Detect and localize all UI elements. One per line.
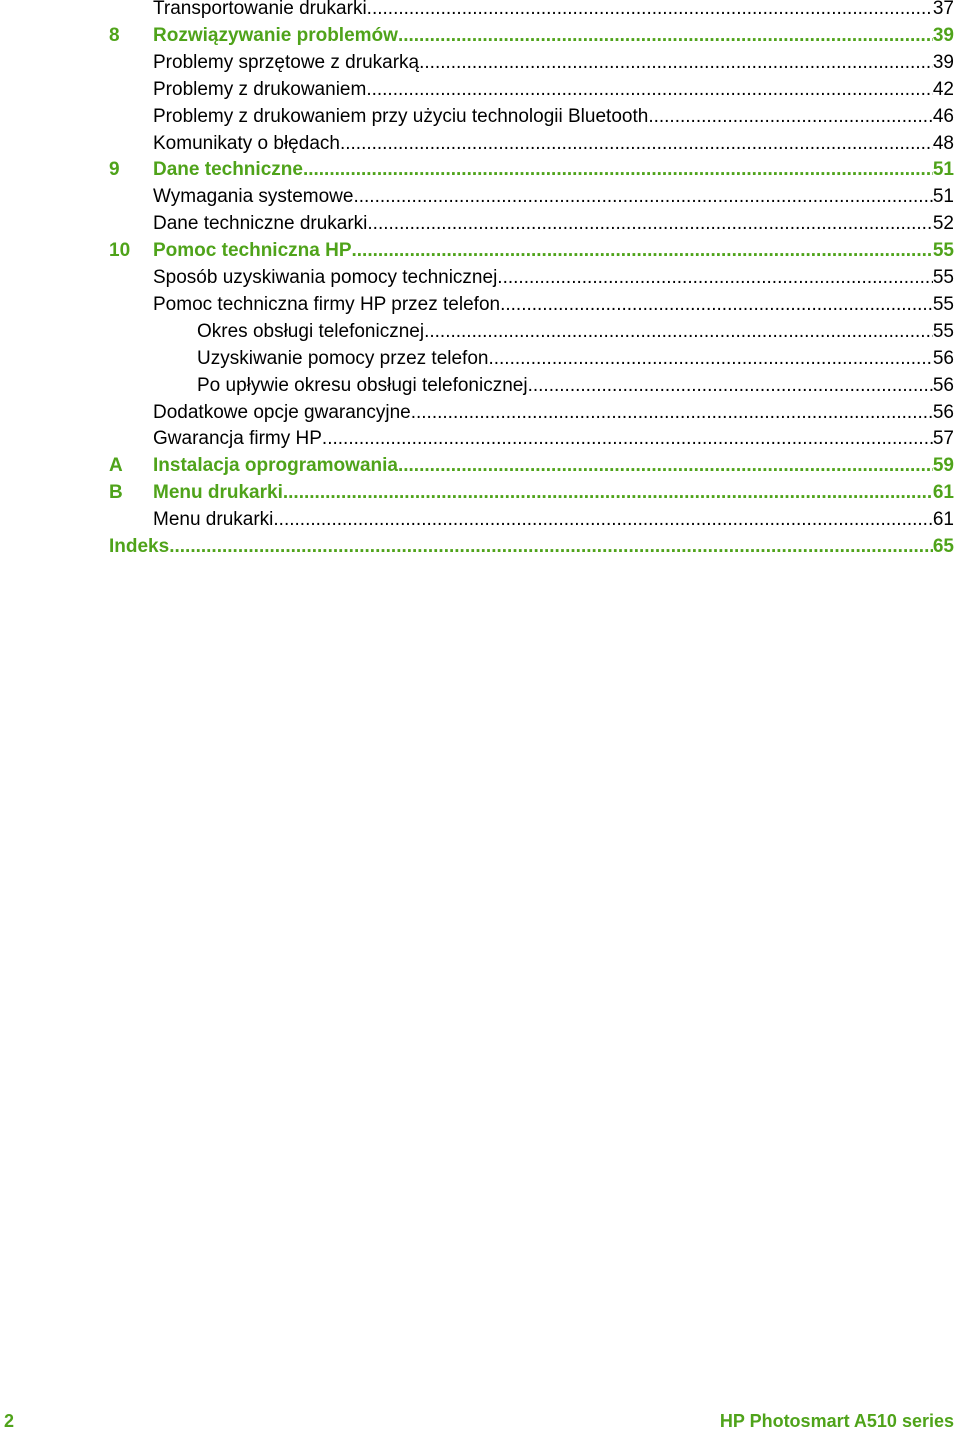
toc-page-number: 59 [932,455,954,477]
toc-chapter-number: 10 [109,240,131,262]
toc-entry-body [153,156,954,183]
toc-dot-leader [497,264,933,291]
toc-entry[interactable] [0,452,960,479]
toc-entry-title: Dane techniczne [153,159,303,181]
toc-entry-title: Po upływie okresu obsługi telefonicznej [197,374,528,396]
toc-entry[interactable] [0,399,960,426]
toc-entry-body [197,318,954,345]
toc-entry-body [153,0,954,22]
toc-entry[interactable] [0,291,960,318]
toc-dot-leader [283,479,933,506]
toc-dot-leader [528,372,933,399]
toc-entry-body [153,452,954,479]
toc-page-number: 55 [932,320,954,342]
toc-entry-body [153,22,954,49]
toc-entry-title: Gwarancja firmy HP [153,428,322,450]
toc-entry-body [109,533,954,560]
toc-dot-leader [303,156,933,183]
toc-page-number: 55 [932,267,954,288]
toc-page-number: 46 [932,105,954,127]
toc-page-number: 39 [932,24,954,46]
footer-product-name: HP Photosmart A510 series [719,1411,954,1431]
toc-page-number: 37 [932,0,954,19]
toc-entry-body [153,210,954,237]
toc-page-number: 56 [932,374,954,396]
toc-entry[interactable] [0,0,960,22]
toc-entry-body [153,425,954,452]
toc-entry-body [153,49,954,76]
toc-entry-body [197,345,954,372]
toc-dot-leader [500,291,933,318]
toc-page-number: 56 [932,401,954,423]
toc-entry[interactable] [0,479,960,506]
toc-dot-leader [169,533,933,560]
toc-dot-leader [353,183,932,210]
toc-entry-title: Wymagania systemowe [153,186,354,208]
toc-dot-leader [367,0,933,22]
toc-entry[interactable] [0,22,960,49]
toc-dot-leader [424,318,933,345]
toc-dot-leader [340,130,933,157]
toc-entry[interactable] [0,130,960,157]
toc-dot-leader [322,425,933,452]
toc-page-number: 51 [932,159,954,181]
toc-entry[interactable] [0,156,960,183]
toc-entry-title: Problemy sprzętowe z drukarką [153,51,420,73]
toc-entry[interactable] [0,264,960,291]
toc-entry[interactable] [0,210,960,237]
toc-dot-leader [411,399,933,426]
toc-page-number: 61 [932,482,954,504]
toc-entry[interactable] [0,425,960,452]
toc-entry-body [153,264,954,291]
toc-entry-body [153,183,954,210]
toc-entry-title: Pomoc techniczna HP [153,240,352,262]
toc-dot-leader [398,452,933,479]
toc-entry[interactable] [0,49,960,76]
toc-entry-title: Dane techniczne drukarki [153,213,368,235]
toc-page-number: 65 [932,536,954,557]
toc-page-number: 42 [932,78,954,100]
toc-entry[interactable] [0,372,960,399]
toc-dot-leader [398,22,933,49]
toc-page-number: 48 [932,132,954,154]
toc-dot-leader [648,103,933,130]
toc-chapter-number: 9 [109,159,120,181]
toc-entry[interactable] [0,318,960,345]
toc-entry-body [153,399,954,426]
toc-entry-title: Indeks [109,536,170,557]
toc-dot-leader [352,237,933,264]
toc-entry-title: Problemy z drukowaniem [153,78,367,100]
toc-page-number: 55 [932,293,954,315]
toc-chapter-number: 8 [109,24,120,46]
toc-dot-leader [488,345,932,372]
toc-entry-title: Transportowanie drukarki [153,0,367,19]
toc-entry-title: Uzyskiwanie pomocy przez telefon [197,347,489,369]
toc-entry-body [197,372,954,399]
toc-dot-leader [273,506,932,533]
toc-entry-title: Okres obsługi telefonicznej [197,320,425,342]
toc-page-number: 55 [932,240,954,262]
toc-entry[interactable] [0,506,960,533]
toc-page-number: 52 [932,213,954,235]
toc-page-number: 61 [932,509,954,531]
toc-entry-title: Rozwiązywanie problemów [153,24,398,46]
toc-entry[interactable] [0,103,960,130]
toc-entry-title: Menu drukarki [153,482,283,504]
toc-dot-leader [367,210,932,237]
toc-entry[interactable] [0,183,960,210]
toc-entry[interactable] [0,237,960,264]
toc-entry-body [153,76,954,103]
toc-dot-leader [419,49,933,76]
toc-chapter-number: A [109,455,123,477]
toc-entry-title: Menu drukarki [153,509,274,531]
toc-page-number: 51 [932,186,954,208]
toc-entry[interactable] [0,76,960,103]
toc-chapter-number: B [109,482,123,504]
footer-page-number: 2 [4,1411,15,1431]
toc-entry-body [153,291,954,318]
toc-entry-title: Problemy z drukowaniem przy użyciu technologii Bluetooth [153,105,649,127]
toc-entry-title: Pomoc techniczna firmy HP przez telefon [153,293,501,315]
toc-entry-body [153,103,954,130]
toc-page-number: 56 [932,347,954,369]
toc-page-number: 39 [932,51,954,73]
toc-entry-title: Komunikaty o błędach [153,132,340,154]
toc-dot-leader [366,76,933,103]
toc-entry[interactable] [0,345,960,372]
toc-page-number: 57 [932,428,954,450]
toc-entry-body [153,130,954,157]
toc-entry-title: Instalacja oprogramowania [153,455,398,477]
toc-entry-body [153,506,954,533]
toc-entry-body [153,237,954,264]
toc-entry[interactable] [0,533,960,560]
toc-entry-title: Dodatkowe opcje gwarancyjne [153,401,411,423]
toc-entry-body [153,479,954,506]
toc-entry-title: Sposób uzyskiwania pomocy technicznej [153,267,498,288]
